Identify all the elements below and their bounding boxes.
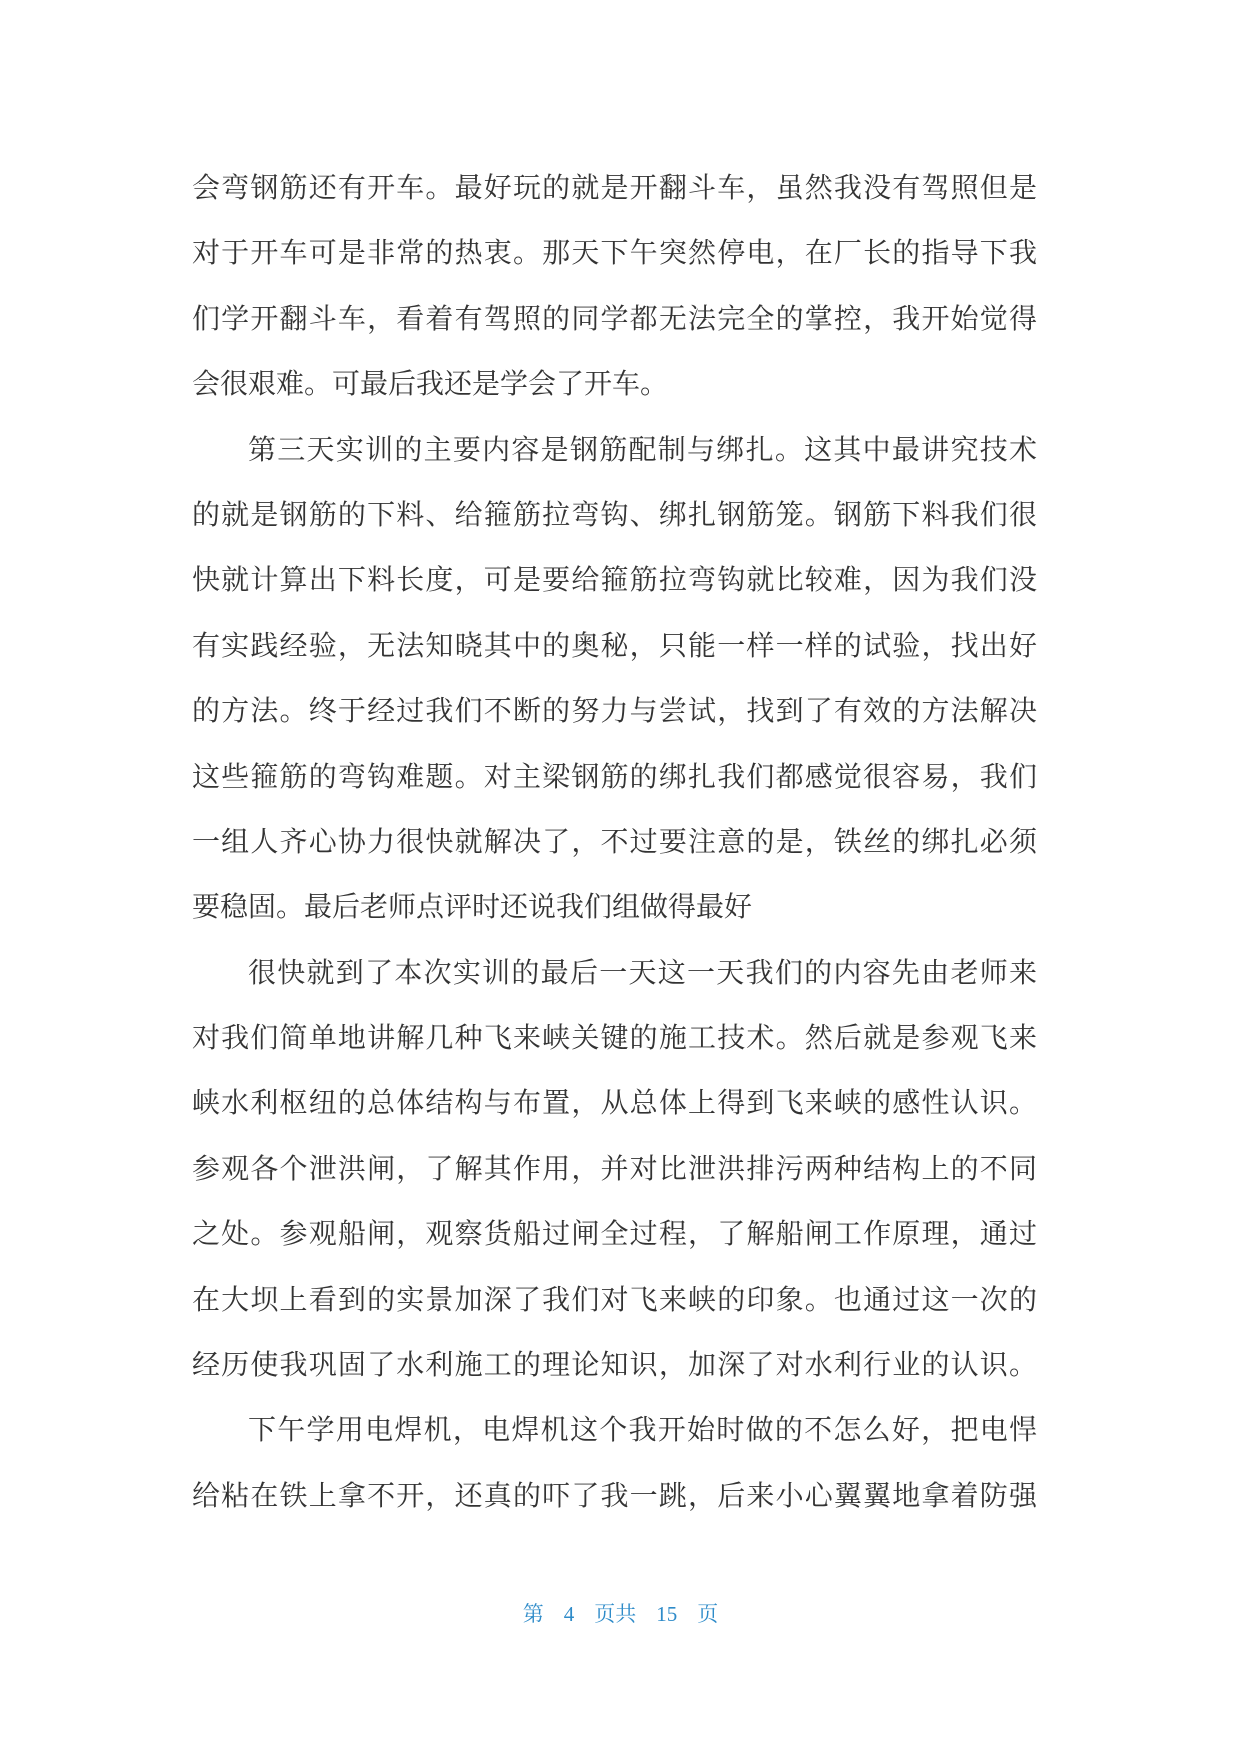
text-line: 这些箍筋的弯钩难题。对主梁钢筋的绑扎我们都感觉很容易，我们: [192, 759, 1037, 793]
text-line: 经历使我巩固了水利施工的理论知识，加深了对水利行业的认识。: [192, 1348, 1037, 1382]
text-line: 的就是钢筋的下料、给箍筋拉弯钩、绑扎钢筋笼。钢筋下料我们很: [192, 497, 1037, 531]
text-line: 参观各个泄洪闸，了解其作用，并对比泄洪排污两种结构上的不同: [192, 1151, 1037, 1185]
footer-label-ye-gong: 页共: [594, 1602, 637, 1626]
text-line: 会很艰难。可最后我还是学会了开车。: [192, 367, 669, 401]
text-line: 对我们简单地讲解几种飞来峡关键的施工技术。然后就是参观飞来: [192, 1021, 1037, 1055]
text-line: 有实践经验，无法知晓其中的奥秘，只能一样一样的试验，找出好: [192, 628, 1037, 662]
document-body: [192, 155, 1037, 1528]
text-line: 对于开车可是非常的热衷。那天下午突然停电，在厂长的指导下我: [192, 236, 1037, 270]
text-line: 们学开翻斗车，看着有驾照的同学都无法完全的掌控，我开始觉得: [192, 301, 1037, 335]
text-line: 之处。参观船闸，观察货船过闸全过程，了解船闸工作原理，通过: [192, 1217, 1037, 1251]
text-line: 快就计算出下料长度，可是要给箍筋拉弯钩就比较难，因为我们没: [192, 563, 1037, 597]
text-line: 给粘在铁上拿不开，还真的吓了我一跳，后来小心翼翼地拿着防强: [192, 1478, 1037, 1512]
footer-label-ye: 页: [697, 1602, 719, 1626]
text-line: 第三天实训的主要内容是钢筋配制与绑扎。这其中最讲究技术: [248, 432, 1037, 466]
text-line: 下午学用电焊机，电焊机这个我开始时做的不怎么好，把电悍: [248, 1413, 1037, 1447]
text-line: 要稳固。最后老师点评时还说我们组做得最好: [192, 890, 753, 924]
page-current-number: 4: [563, 1602, 575, 1626]
footer-label-di: 第: [522, 1602, 544, 1626]
text-line: 很快就到了本次实训的最后一天这一天我们的内容先由老师来: [248, 955, 1037, 989]
text-line: 的方法。终于经过我们不断的努力与尝试，找到了有效的方法解决: [192, 694, 1037, 728]
text-line: 一组人齐心协力很快就解决了，不过要注意的是，铁丝的绑扎必须: [192, 824, 1037, 858]
page-footer: [0, 1598, 1241, 1628]
text-line: 峡水利枢纽的总体结构与布置，从总体上得到飞来峡的感性认识。: [192, 1086, 1037, 1120]
text-line: 在大坝上看到的实景加深了我们对飞来峡的印象。也通过这一次的: [192, 1282, 1037, 1316]
page-total-number: 15: [656, 1602, 678, 1626]
text-line: 会弯钢筋还有开车。最好玩的就是开翻斗车，虽然我没有驾照但是: [192, 171, 1037, 204]
